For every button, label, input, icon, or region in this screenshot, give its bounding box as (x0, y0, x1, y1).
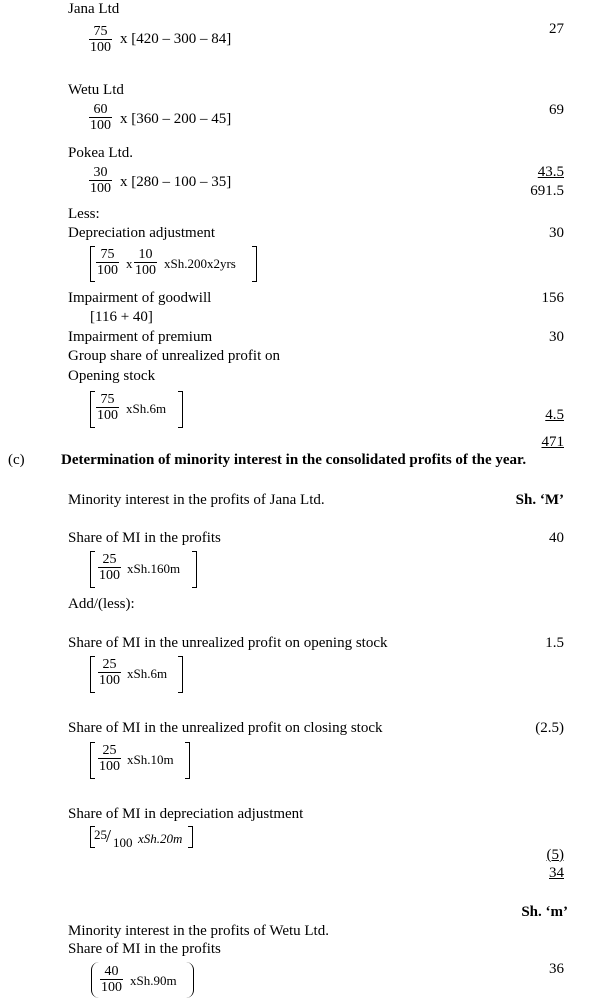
mi-jana-share-expression: xSh.160m (127, 561, 181, 576)
group-share-frac-den: 100 (97, 408, 118, 423)
wetu-fraction (89, 102, 112, 133)
group-share-amount: 4.5 (545, 407, 564, 423)
mi-closing-fraction (98, 743, 121, 774)
mi-jana-total: 34 (549, 865, 564, 881)
jana-amount: 27 (549, 21, 564, 37)
mi-wetu-share-fraction (100, 964, 123, 995)
mi-wetu-share-expression: xSh.90m (130, 973, 177, 988)
mi-wetu-share-den: 100 (101, 980, 122, 995)
depreciation-label: Depreciation adjustment (68, 225, 216, 241)
mi-wetu-share-amount: 36 (549, 961, 564, 977)
mi-dep-label: Share of MI in depreciation adjustment (68, 806, 304, 822)
mi-jana-share-amount: 40 (549, 530, 564, 546)
mi-closing-den: 100 (99, 759, 120, 774)
pokea-expression: x [280 – 100 – 35] (120, 174, 232, 190)
less-label: Less: (68, 206, 100, 222)
depreciation-times: x (126, 256, 133, 271)
mi-jana-share-label: Share of MI in the profits (68, 530, 221, 546)
mi-opening-fraction (98, 657, 121, 688)
depreciation-fraction-1 (96, 247, 119, 278)
mi-closing-label: Share of MI in the unrealized profit on closing stock (68, 720, 383, 736)
jana-name: Jana Ltd (68, 1, 120, 17)
group-share-label: Group share of unrealized profit on (68, 348, 281, 364)
mi-jana-label: Minority interest in the profits of Jana Ltd. (68, 492, 325, 508)
pokea-amount: 43.5 (537, 164, 564, 180)
jana-expression: x [420 – 300 – 84] (120, 31, 232, 47)
mi-jana-share-bracket-right (192, 551, 197, 588)
section-c-letter: (c) (8, 452, 25, 468)
pokea-name: Pokea Ltd. (68, 145, 133, 161)
mi-closing-num: 25 (102, 743, 117, 758)
mi-dep-den: 100 (113, 835, 133, 850)
dep-f2-num: 10 (138, 247, 153, 262)
wetu-amount: 69 (549, 102, 564, 118)
mi-closing-expression: xSh.10m (127, 752, 174, 767)
mi-dep-expression: xSh.20m (138, 831, 183, 846)
dep-f1-num: 75 (100, 247, 115, 262)
group-share-expression: xSh.6m (126, 401, 167, 416)
mi-jana-share-fraction (98, 552, 121, 583)
impairment-goodwill-expression: [116 + 40] (90, 309, 153, 325)
pokea-frac-num: 30 (93, 165, 108, 180)
jana-frac-num: 75 (93, 24, 108, 39)
mi-wetu-col-header: Sh. ‘m’ (521, 904, 568, 920)
depreciation-expression: xSh.200x2yrs (164, 256, 236, 271)
mi-jana-share-den: 100 (99, 568, 120, 583)
mi-dep-amount: (5) (546, 847, 564, 863)
jana-frac-den: 100 (90, 40, 111, 55)
mi-opening-bracket-left (90, 656, 95, 693)
impairment-goodwill-amount: 156 (541, 290, 564, 306)
group-share-bracket-right (178, 391, 183, 428)
mi-dep-bracket-right (188, 826, 193, 848)
mi-opening-expression: xSh.6m (127, 666, 168, 681)
pokea-fraction (89, 165, 112, 196)
mi-wetu-share-num: 40 (104, 964, 119, 979)
impairment-goodwill-label: Impairment of goodwill (68, 290, 212, 306)
mi-dep-num: 25 (94, 827, 107, 842)
wetu-frac-num: 60 (93, 102, 108, 117)
mi-wetu-label: Minority interest in the profits of Wetu Ltd. (68, 923, 329, 939)
dep-f1-den: 100 (97, 263, 118, 278)
mi-closing-bracket-left (90, 742, 95, 779)
jana-fraction (89, 24, 112, 55)
depreciation-bracket-left (90, 246, 95, 282)
mi-wetu-share-label: Share of MI in the profits (68, 941, 221, 957)
section-c-heading: Determination of minority interest in the consolidated profits of the year. (61, 452, 527, 468)
mi-dep-slash: / (106, 826, 112, 846)
depreciation-fraction-2 (134, 247, 157, 278)
wetu-frac-den: 100 (90, 118, 111, 133)
investment-subtotal: 691.5 (530, 183, 564, 199)
group-share-fraction (96, 392, 119, 423)
mi-jana-share-bracket-left (90, 551, 95, 588)
add-less-label: Add/(less): (68, 596, 135, 612)
mi-opening-num: 25 (102, 657, 117, 672)
depreciation-amount: 30 (549, 225, 564, 241)
group-share-frac-num: 75 (100, 392, 115, 407)
mi-closing-amount: (2.5) (535, 720, 564, 736)
depreciation-bracket-right (252, 246, 257, 282)
group-share-bracket-left (90, 391, 95, 428)
mi-opening-den: 100 (99, 673, 120, 688)
mi-jana-col-header: Sh. ‘M’ (515, 492, 564, 508)
group-share-total: 471 (541, 434, 564, 450)
dep-f2-den: 100 (135, 263, 156, 278)
wetu-expression: x [360 – 200 – 45] (120, 111, 232, 127)
mi-opening-label: Share of MI in the unrealized profit on opening stock (68, 635, 388, 651)
mi-opening-amount: 1.5 (545, 635, 564, 651)
opening-stock-label: Opening stock (68, 368, 156, 384)
wetu-name: Wetu Ltd (68, 82, 124, 98)
mi-jana-share-num: 25 (102, 552, 117, 567)
impairment-premium-label: Impairment of premium (68, 329, 213, 345)
mi-closing-bracket-right (185, 742, 190, 779)
impairment-premium-amount: 30 (549, 329, 564, 345)
mi-opening-bracket-right (178, 656, 183, 693)
pokea-frac-den: 100 (90, 181, 111, 196)
